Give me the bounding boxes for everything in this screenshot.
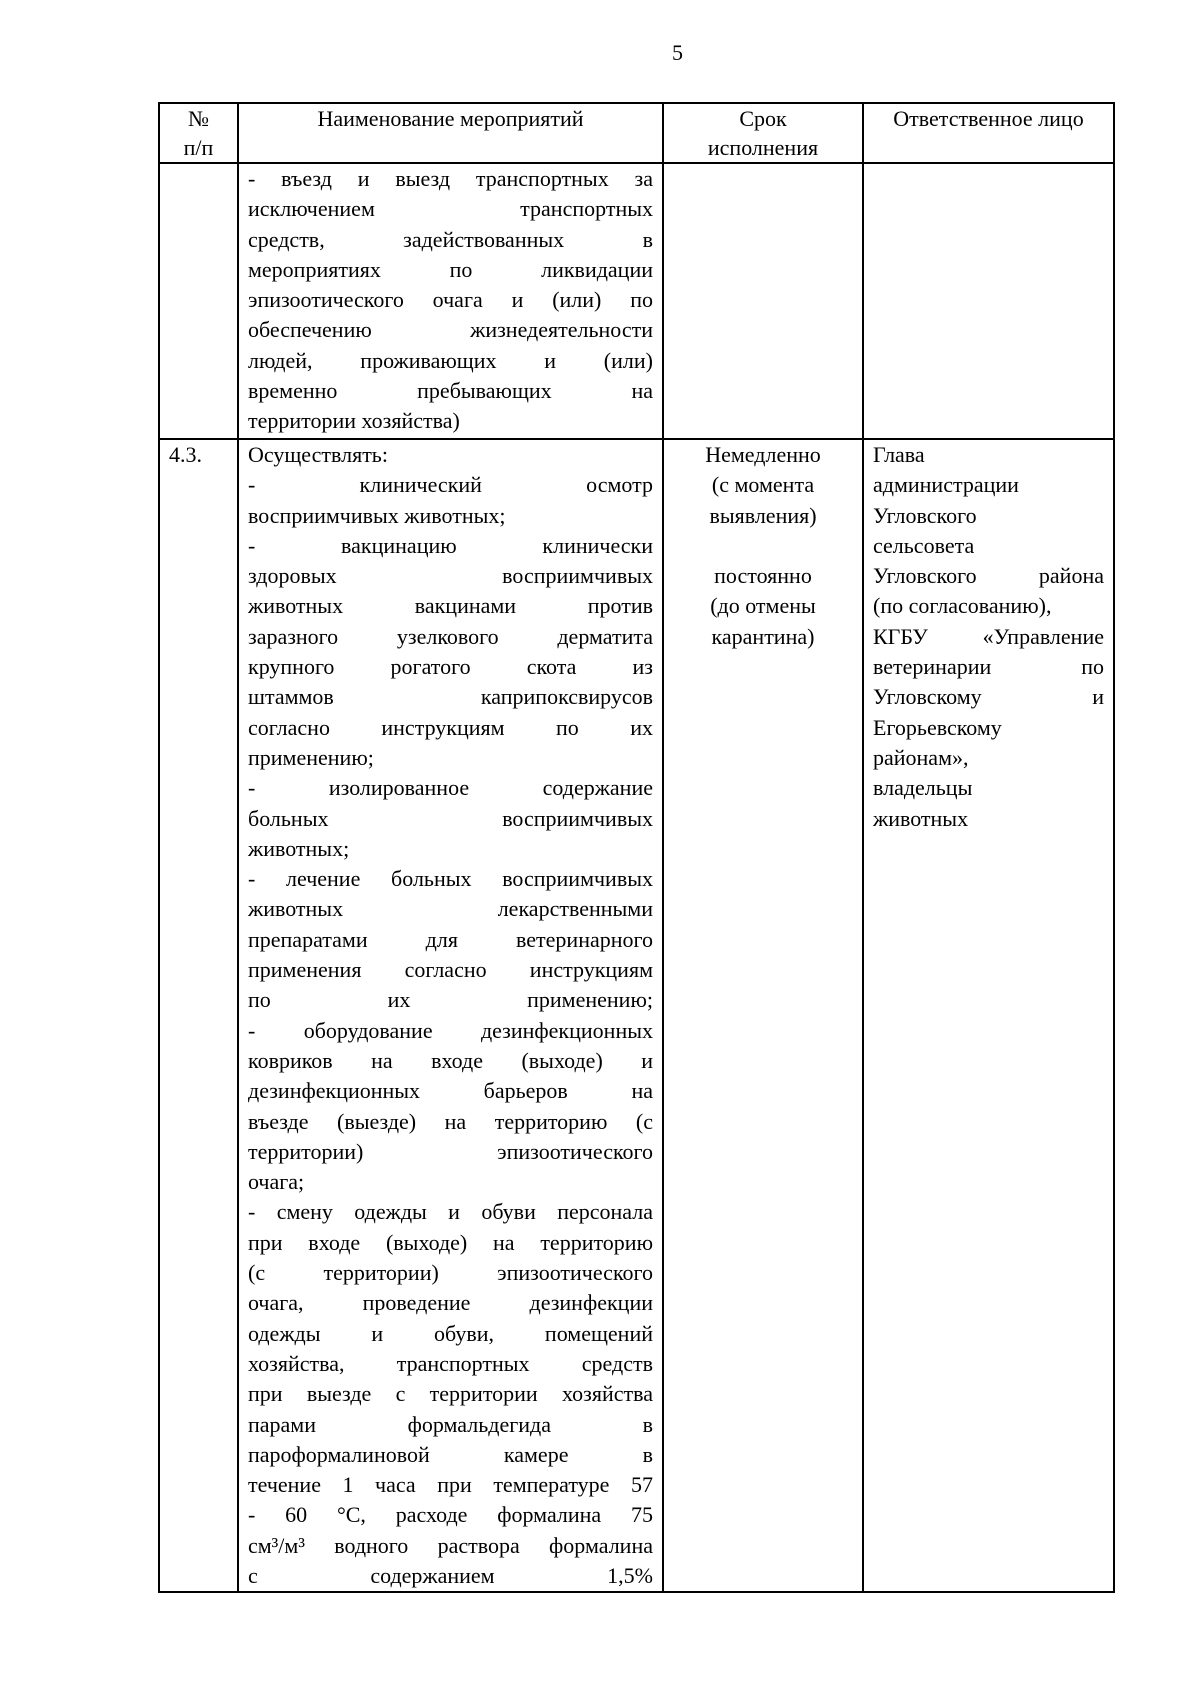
responsible-text-line: владельцы [873,775,973,801]
responsible-text-line: ветеринарии по [873,654,1104,680]
header-number [159,103,238,163]
header-term-line: исполнения [707,135,819,160]
measure-text-line: с содержанием 1,5% [248,1562,653,1588]
measure-text-line: при выезде с территории хозяйства [248,1381,653,1407]
header-term-line: Срок [739,106,787,131]
responsible-text-line: администрации [873,472,1019,498]
responsible-text-line: районам», [873,744,969,770]
header-term [663,103,863,163]
cell-term [663,439,863,1592]
measure-text-line: мероприятиях по ликвидации [248,256,653,282]
measure-text-line: см³/м³ водного раствора формалина [248,1532,653,1558]
measure-text-line: - изолированное содержание [248,775,653,801]
header-responsible: Ответственное лицо [863,103,1114,163]
responsible-text-line: (по согласованию), [873,593,1052,619]
measure-text-line: животных лекарственными [248,896,653,922]
cell-number: 4.3. [159,439,238,1592]
measure-text-line: согласно инструкциям по их [248,714,653,740]
measure-text-line: дезинфекционных барьеров на [248,1078,653,1104]
measure-text-line: очага, проведение дезинфекции [248,1290,653,1316]
term-text-line: Немедленно [705,442,821,467]
measure-text-line: крупного рогатого скота из [248,654,653,680]
measure-text-line: животных; [248,835,350,861]
measure-text-line: применению; [248,744,374,770]
cell-term [663,163,863,439]
cell-number [159,163,238,439]
measure-text-line: - 60 °С, расходе формалина 75 [248,1502,653,1528]
measure-text-line: применения согласно инструкциям [248,957,653,983]
header-number-line: № [188,106,209,131]
responsible-text-line: Глава [873,442,925,467]
responsible-text-line: КГБУ «Управление [873,623,1104,649]
responsible-text-line: сельсовета [873,532,975,558]
measure-text-line: больных восприимчивых [248,805,653,831]
responsible-text-line: животных [873,805,969,831]
term-text-line: (до отмены [710,593,816,619]
measure-text-line: животных вакцинами против [248,593,653,619]
term-text-line: карантина) [711,623,815,649]
measure-text-line: ковриков на входе (выходе) и [248,1047,653,1073]
header-number-line: п/п [183,135,214,160]
measure-text-line: одежды и обуви, помещений [248,1320,653,1346]
measure-text-line: по их применению; [248,987,653,1013]
table-header-row [159,103,1114,163]
page-number: 5 [672,40,683,65]
measure-text-line: здоровых восприимчивых [248,563,653,589]
cell-responsible [863,163,1114,439]
measure-text-line: эпизоотического очага и (или) по [248,287,653,313]
responsible-text-line: Угловского [873,502,977,528]
measure-text-line: въезде (выезде) на территорию (с [248,1108,653,1134]
measure-text-line: заразного узелкового дерматита [248,623,653,649]
measures-table [158,102,1115,1593]
cell-measure-name [238,163,663,439]
measure-text-line: - смену одежды и обуви персонала [248,1199,653,1225]
measure-text-line: препаратами для ветеринарного [248,926,653,952]
measure-text-line: исключением транспортных [248,196,653,222]
measure-text-line: штаммов каприпоксвирусов [248,684,653,710]
cell-responsible [863,439,1114,1592]
measure-text-line: территории) эпизоотического [248,1138,653,1164]
cell-measure-name [238,439,663,1592]
measure-text-line: при входе (выходе) на территорию [248,1229,653,1255]
measure-text-line: - клинический осмотр [248,472,653,498]
table-row [159,439,1114,1592]
measure-text-line: - лечение больных восприимчивых [248,866,653,892]
table-row [159,163,1114,439]
term-text-line: (с момента [711,472,815,498]
measure-text-line: территории хозяйства) [248,408,460,434]
term-text-line: постоянно [714,563,812,589]
measure-text-line: парами формальдегида в [248,1411,653,1437]
header-name: Наименование мероприятий [238,103,663,163]
measure-text-line: обеспечению жизнедеятельности [248,317,653,343]
responsible-text-line: Угловского района [873,563,1104,589]
measure-text-line: - вакцинацию клинически [248,532,653,558]
measure-text-line: временно пребывающих на [248,378,653,404]
responsible-text-line: Угловскому и [873,684,1104,710]
term-text-line: выявления) [709,502,817,528]
measure-text-line: очага; [248,1169,305,1195]
measure-text-line: Осуществлять: [248,442,388,467]
measure-text-line: - въезд и выезд транспортных за [248,166,653,191]
measure-text-line: (с территории) эпизоотического [248,1260,653,1286]
responsible-text-line: Егорьевскому [873,714,1002,740]
measure-text-line: пароформалиновой камере в [248,1441,653,1467]
measure-text-line: хозяйства, транспортных средств [248,1350,653,1376]
measure-text-line: - оборудование дезинфекционных [248,1017,653,1043]
measure-text-line: средств, задействованных в [248,226,653,252]
measure-text-line: течение 1 часа при температуре 57 [248,1472,653,1498]
measure-text-line: людей, проживающих и (или) [248,347,653,373]
term-spacer [673,531,853,561]
measure-text-line: восприимчивых животных; [248,502,506,528]
